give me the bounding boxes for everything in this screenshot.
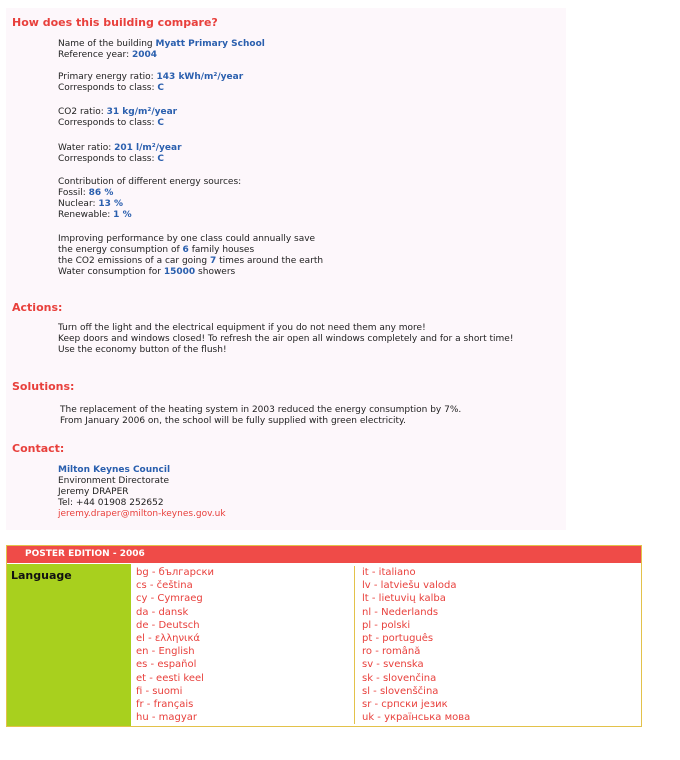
energy-sources-label: Contribution of different energy sources: (58, 177, 242, 187)
language-column-1 (131, 566, 355, 724)
co2-label: CO2 ratio: (58, 107, 104, 117)
contact-heading: Contact: (12, 442, 65, 455)
co2-class-value: C (157, 118, 165, 128)
language-link[interactable]: sl - slovenščina (362, 685, 439, 697)
water-class-value: C (157, 154, 165, 164)
language-link[interactable]: sr - српски језик (362, 699, 448, 711)
showers-line (58, 267, 323, 278)
renewable-label: Renewable: (58, 210, 111, 220)
action-item: Use the economy button of the flush! (58, 345, 227, 355)
primary-energy-block (58, 72, 243, 94)
language-link[interactable]: cy - Cymraeg (136, 593, 203, 605)
language-link[interactable]: ro - română (362, 646, 421, 658)
solutions-block (60, 405, 461, 427)
language-link[interactable]: fi - suomi (136, 685, 183, 697)
building-info-panel (6, 8, 566, 530)
water-class-label: Corresponds to class: (58, 154, 155, 164)
language-link[interactable]: pl - polski (362, 619, 411, 631)
co2-value: 31 kg/m²/year (106, 107, 178, 117)
language-link[interactable]: lt - lietuvių kalba (362, 593, 446, 605)
language-link[interactable]: hu - magyar (136, 712, 198, 724)
language-link[interactable]: es - español (136, 659, 197, 671)
language-column-2 (357, 566, 639, 724)
houses-line (58, 245, 323, 256)
car-pre: the CO2 emissions of a car going (58, 256, 208, 266)
actions-heading: Actions: (12, 301, 63, 314)
energy-sources-block (58, 177, 241, 221)
poster-edition-title: POSTER EDITION - 2006 (7, 546, 641, 563)
water-value: 201 l/m²/year (114, 143, 182, 153)
language-label: Language (7, 564, 131, 726)
fossil-value: 86 % (88, 188, 114, 198)
co2-class-label: Corresponds to class: (58, 118, 155, 128)
water-line (58, 143, 182, 154)
language-link[interactable]: nl - Nederlands (362, 606, 439, 618)
car-line (58, 256, 323, 267)
primary-class-value: C (157, 83, 165, 93)
co2-line (58, 107, 177, 118)
car-post: times around the earth (219, 256, 324, 266)
language-link[interactable]: et - eesti keel (136, 672, 204, 684)
language-link[interactable]: uk - українська мова (362, 712, 471, 724)
reference-year-label: Reference year: (58, 50, 130, 60)
building-name-value: Myatt Primary School (155, 39, 265, 49)
water-label: Water ratio: (58, 143, 112, 153)
building-name-block (58, 39, 265, 61)
primary-energy-line (58, 72, 243, 83)
language-link[interactable]: el - ελληνικά (136, 633, 200, 645)
water-class-line (58, 154, 182, 165)
houses-pre: the energy consumption of (58, 245, 180, 255)
solution-item: From January 2006 on, the school will be fully supplied with green electricity. (60, 416, 406, 426)
language-link[interactable]: de - Deutsch (136, 619, 200, 631)
language-link[interactable]: sv - svenska (362, 659, 424, 671)
houses-post: family houses (191, 245, 255, 255)
contact-email-link[interactable]: jeremy.draper@milton-keynes.gov.uk (58, 509, 226, 519)
language-link[interactable]: cs - čeština (136, 580, 193, 592)
contact-organization: Milton Keynes Council (58, 465, 171, 475)
car-value: 7 (209, 256, 217, 266)
primary-energy-label: Primary energy ratio: (58, 72, 154, 82)
showers-pre: Water consumption for (58, 267, 161, 277)
solution-item: The replacement of the heating system in 2003 reduced the energy consumption by 7%. (60, 405, 462, 415)
actions-block (58, 323, 563, 356)
language-link[interactable]: bg - български (136, 567, 215, 578)
language-link[interactable]: fr - français (136, 699, 194, 711)
language-link[interactable]: lv - latviešu valoda (362, 580, 457, 592)
renewable-line (58, 210, 241, 221)
building-name-label: Name of the building (58, 39, 153, 49)
action-item: Keep doors and windows closed! To refresh the air open all windows completely and for a short time! (58, 334, 514, 344)
showers-value: 15000 (163, 267, 196, 277)
nuclear-label: Nuclear: (58, 199, 96, 209)
reference-year-value: 2004 (132, 50, 158, 60)
fossil-line (58, 188, 241, 199)
language-link[interactable]: en - English (136, 646, 195, 658)
contact-department: Environment Directorate (58, 476, 170, 486)
building-name-line (58, 39, 265, 50)
primary-class-line (58, 83, 243, 94)
co2-class-line (58, 118, 177, 129)
renewable-value: 1 % (113, 210, 132, 220)
action-item: Turn off the light and the electrical equipment if you do not need them any more! (58, 323, 426, 333)
water-block (58, 143, 182, 165)
compare-heading: How does this building compare? (12, 16, 218, 29)
poster-edition-table (6, 545, 642, 727)
fossil-label: Fossil: (58, 188, 86, 198)
contact-phone: Tel: +44 01908 252652 (58, 498, 164, 508)
solutions-heading: Solutions: (12, 380, 75, 393)
language-link[interactable]: sk - slovenčina (362, 672, 437, 684)
improvement-block (58, 234, 323, 278)
language-link[interactable]: da - dansk (136, 606, 189, 618)
contact-block (58, 465, 226, 520)
nuclear-line (58, 199, 241, 210)
reference-year-line (58, 50, 265, 61)
showers-post: showers (198, 267, 236, 277)
language-link[interactable]: it - italiano (362, 567, 416, 578)
houses-value: 6 (182, 245, 189, 255)
language-link[interactable]: pt - português (362, 633, 434, 645)
improvement-intro: Improving performance by one class could annually save (58, 234, 316, 244)
co2-block (58, 107, 177, 129)
primary-class-label: Corresponds to class: (58, 83, 155, 93)
primary-energy-value: 143 kWh/m²/year (156, 72, 244, 82)
contact-person: Jeremy DRAPER (58, 487, 129, 497)
nuclear-value: 13 % (98, 199, 124, 209)
